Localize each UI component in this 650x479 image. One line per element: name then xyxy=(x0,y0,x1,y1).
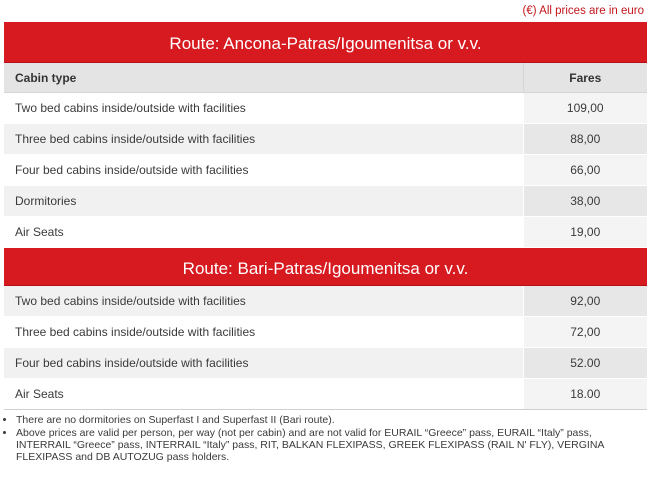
table-row xyxy=(4,317,647,348)
fare-value: 72,00 xyxy=(523,317,647,348)
fare-value: 109,00 xyxy=(523,93,647,124)
table-row xyxy=(4,124,647,155)
table-row xyxy=(4,93,647,124)
cabin-name: Four bed cabins inside/outside with facilities xyxy=(4,155,523,186)
table-row xyxy=(4,348,647,379)
table-row xyxy=(4,186,647,217)
header-fares: Fares xyxy=(523,63,647,93)
fares-table-bari xyxy=(4,286,647,410)
fare-value: 66,00 xyxy=(523,155,647,186)
fare-value: 52.00 xyxy=(523,348,647,379)
route-title-ancona: Route: Ancona-Patras/Igoumenitsa or v.v. xyxy=(4,22,647,63)
route-title-bari: Route: Bari-Patras/Igoumenitsa or v.v. xyxy=(4,248,647,286)
fare-value: 18.00 xyxy=(523,379,647,410)
table-row xyxy=(4,155,647,186)
table-header-row xyxy=(4,63,647,93)
cabin-name: Two bed cabins inside/outside with facilities xyxy=(4,93,523,124)
cabin-name: Air Seats xyxy=(4,379,523,410)
cabin-name: Air Seats xyxy=(4,217,523,248)
fare-value: 92,00 xyxy=(523,286,647,317)
cabin-name: Dormitories xyxy=(4,186,523,217)
fare-value: 38,00 xyxy=(523,186,647,217)
footnote-item: • There are no dormitories on Superfast I and Superfast II (Bari route). xyxy=(16,414,647,426)
footnotes xyxy=(4,409,647,464)
fare-value: 88,00 xyxy=(523,124,647,155)
cabin-name: Three bed cabins inside/outside with facilities xyxy=(4,317,523,348)
price-currency-note: (€) All prices are in euro xyxy=(522,5,644,17)
cabin-name: Three bed cabins inside/outside with facilities xyxy=(4,124,523,155)
table-row xyxy=(4,286,647,317)
table-row xyxy=(4,217,647,248)
cabin-name: Four bed cabins inside/outside with facilities xyxy=(4,348,523,379)
fares-table-ancona xyxy=(4,63,647,248)
table-row xyxy=(4,379,647,410)
header-cabin-type: Cabin type xyxy=(4,63,523,93)
cabin-name: Two bed cabins inside/outside with facilities xyxy=(4,286,523,317)
fare-value: 19,00 xyxy=(523,217,647,248)
footnote-item: • Above prices are valid per person, per way (not per cabin) and are not valid for EURAIL “Greece” pass, EURAIL “Italy” pass, INTERRAIL “Greece” pass, INTERRAIL “Italy” pass, RIT, BALKAN FLEXIPASS, GREEK FLEXIPASS (RAIL N' FLY), VERGINA FLEXIPASS and DB AUTOZUG pass holders. xyxy=(16,427,647,463)
